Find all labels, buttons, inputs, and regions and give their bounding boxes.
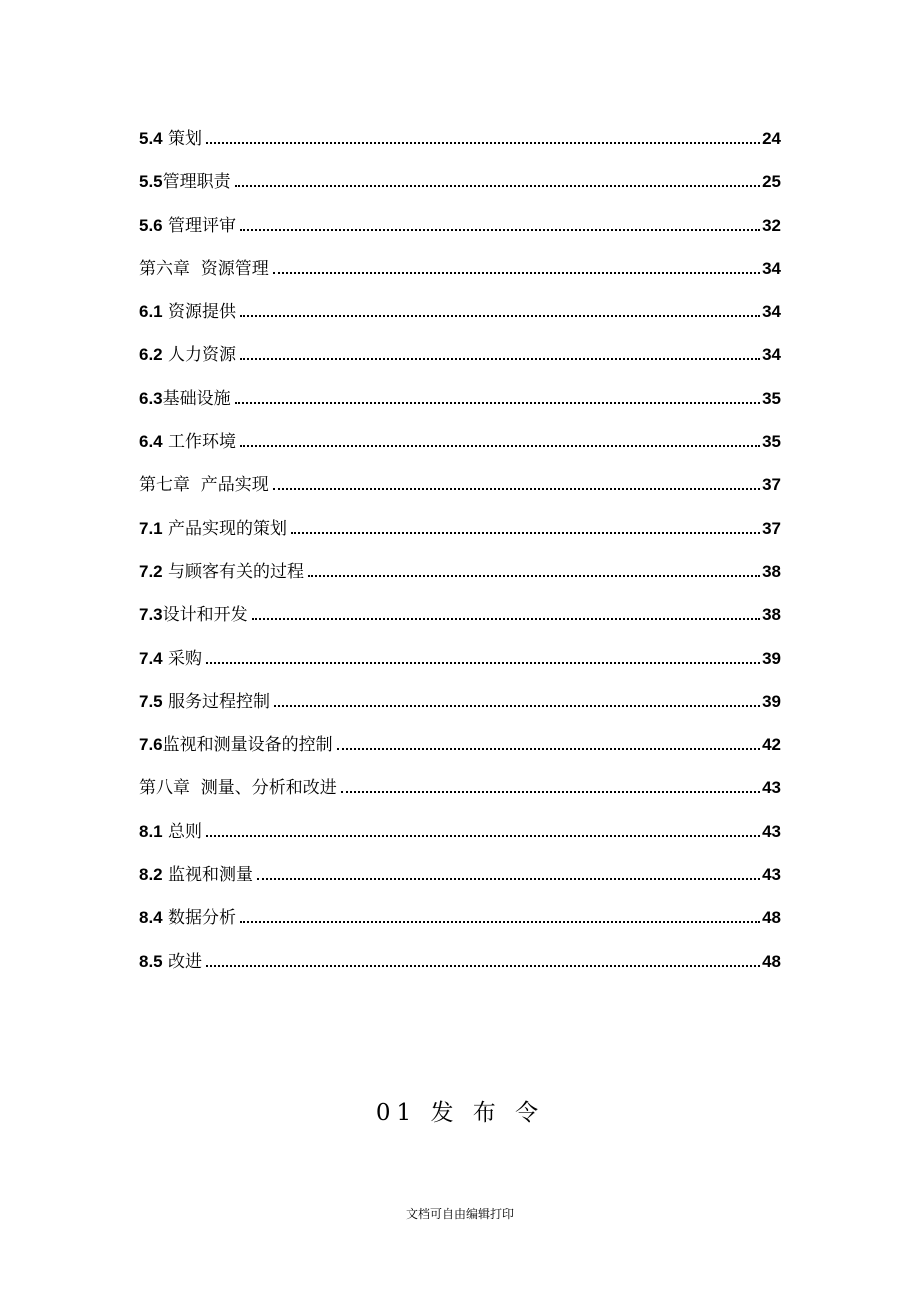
toc-dot-leader	[252, 618, 760, 620]
toc-entry-page: 34	[762, 302, 781, 322]
toc-entry-title	[139, 515, 289, 543]
toc-entry-title	[139, 558, 306, 586]
toc-entry-number: 5.4	[139, 129, 163, 148]
toc-entry-text: 人力资源	[162, 345, 237, 366]
toc-entry-title	[139, 904, 238, 932]
toc-dot-leader	[206, 835, 760, 837]
toc-dot-leader	[341, 791, 760, 793]
toc-entry-text: 管理评审	[162, 215, 237, 236]
toc-entry-title	[139, 385, 233, 413]
toc-dot-leader	[240, 445, 760, 447]
table-of-contents	[139, 125, 781, 991]
toc-dot-leader	[273, 272, 760, 274]
toc-entry-page: 39	[762, 691, 781, 711]
toc-dot-leader	[235, 402, 760, 404]
toc-entry-page: 43	[762, 778, 781, 798]
toc-entry-title	[139, 861, 255, 889]
toc-entry-title	[139, 428, 238, 456]
toc-entry-number: 7.3	[139, 605, 163, 625]
toc-entry-text: 产品实现的策划	[162, 518, 288, 539]
toc-entry-page: 35	[762, 432, 781, 452]
toc-entry-page: 37	[762, 475, 781, 495]
toc-entry-title	[139, 731, 335, 759]
toc-entry-number: 7.4	[139, 648, 163, 668]
toc-entry[interactable]	[139, 255, 781, 298]
toc-entry-page: 34	[762, 258, 781, 278]
toc-entry[interactable]	[139, 298, 781, 341]
toc-entry-text: 第七章 产品实现	[139, 475, 269, 496]
toc-entry-number: 8.1	[139, 821, 163, 841]
toc-entry-text: 监视和测量	[162, 865, 254, 886]
toc-entry-title	[139, 471, 271, 499]
toc-entry-title	[139, 948, 204, 976]
toc-entry-number: 7.5	[139, 691, 163, 711]
section-heading: 01 发 布 令	[375, 1100, 545, 1126]
toc-entry[interactable]	[139, 731, 781, 774]
toc-entry-page: 39	[762, 648, 781, 668]
toc-entry-page: 48	[762, 908, 781, 928]
toc-entry-page: 43	[762, 821, 781, 841]
toc-dot-leader	[240, 921, 760, 923]
page-footer: 文档可自由编辑打印	[405, 1207, 514, 1221]
toc-entry-number: 8.4	[139, 908, 163, 928]
toc-dot-leader	[291, 532, 760, 534]
toc-entry-number: 6.1	[139, 302, 163, 322]
toc-entry-number: 7.1	[139, 518, 163, 538]
toc-dot-leader	[240, 315, 760, 317]
toc-entry-page: 48	[762, 951, 781, 971]
toc-entry-title	[139, 645, 204, 673]
toc-entry-number: 5.6	[139, 215, 163, 235]
toc-entry-title	[139, 298, 238, 326]
toc-dot-leader	[308, 575, 760, 577]
toc-entry-number: 6.4	[139, 432, 163, 452]
toc-entry-number: 8.2	[139, 865, 163, 885]
toc-entry-text: 资源提供	[162, 302, 237, 323]
toc-entry-text: 改进	[162, 951, 203, 972]
toc-entry[interactable]	[139, 818, 781, 861]
toc-entry-page: 35	[762, 388, 781, 408]
toc-dot-leader	[206, 142, 760, 144]
toc-entry-text: 监视和测量设备的控制	[162, 735, 333, 756]
toc-dot-leader	[337, 748, 760, 750]
toc-dot-leader	[240, 358, 760, 360]
toc-entry-title	[139, 212, 238, 240]
toc-entry-number: 7.2	[139, 561, 163, 581]
toc-entry-title	[139, 168, 233, 196]
toc-entry[interactable]	[139, 688, 781, 731]
toc-entry-title	[139, 125, 204, 153]
toc-entry[interactable]	[139, 212, 781, 255]
toc-entry-number: 7.6	[139, 735, 163, 755]
toc-entry-text: 策划	[162, 129, 203, 149]
toc-dot-leader	[235, 185, 760, 187]
toc-entry[interactable]	[139, 125, 781, 168]
toc-entry-title	[139, 255, 271, 283]
toc-dot-leader	[273, 488, 760, 490]
toc-entry-page: 42	[762, 735, 781, 755]
toc-entry[interactable]	[139, 341, 781, 384]
toc-entry[interactable]	[139, 601, 781, 644]
toc-entry-text: 管理职责	[162, 172, 231, 193]
toc-entry-text: 总则	[162, 821, 203, 842]
toc-entry[interactable]	[139, 774, 781, 817]
toc-entry-text: 设计和开发	[162, 605, 248, 626]
toc-entry[interactable]	[139, 168, 781, 211]
toc-entry-page: 38	[762, 561, 781, 581]
toc-entry-page: 34	[762, 345, 781, 365]
toc-entry[interactable]	[139, 645, 781, 688]
toc-entry[interactable]	[139, 471, 781, 514]
toc-dot-leader	[257, 878, 760, 880]
toc-dot-leader	[206, 965, 760, 967]
toc-dot-leader	[206, 662, 760, 664]
toc-entry-page: 32	[762, 215, 781, 235]
toc-entry-page: 25	[762, 172, 781, 192]
toc-dot-leader	[240, 229, 760, 231]
toc-dot-leader	[274, 705, 760, 707]
toc-entry-number: 5.5	[139, 172, 163, 192]
toc-entry-number: 6.3	[139, 388, 163, 408]
toc-entry-text: 采购	[162, 648, 203, 669]
toc-entry-text: 第八章 测量、分析和改进	[139, 778, 337, 799]
toc-entry[interactable]	[139, 428, 781, 471]
toc-entry-number: 8.5	[139, 951, 163, 971]
toc-entry-number: 6.2	[139, 345, 163, 365]
toc-entry-text: 工作环境	[162, 432, 237, 453]
toc-entry-text: 基础设施	[162, 388, 231, 409]
toc-entry[interactable]	[139, 515, 781, 558]
toc-entry[interactable]	[139, 385, 781, 428]
toc-entry-text: 数据分析	[162, 908, 237, 929]
toc-entry-page: 24	[762, 129, 781, 148]
toc-entry[interactable]	[139, 861, 781, 904]
toc-entry-page: 38	[762, 605, 781, 625]
toc-entry-text: 第六章 资源管理	[139, 258, 269, 279]
toc-entry-text: 与顾客有关的过程	[162, 561, 305, 582]
toc-entry-title	[139, 601, 250, 629]
toc-entry[interactable]	[139, 558, 781, 601]
toc-entry-title	[139, 774, 339, 802]
toc-entry-title	[139, 818, 204, 846]
toc-entry-title	[139, 688, 272, 716]
toc-entry-title	[139, 341, 238, 369]
toc-entry-page: 43	[762, 865, 781, 885]
toc-entry[interactable]	[139, 948, 781, 991]
toc-entry-page: 37	[762, 518, 781, 538]
toc-entry-text: 服务过程控制	[162, 691, 271, 712]
toc-entry[interactable]	[139, 904, 781, 947]
